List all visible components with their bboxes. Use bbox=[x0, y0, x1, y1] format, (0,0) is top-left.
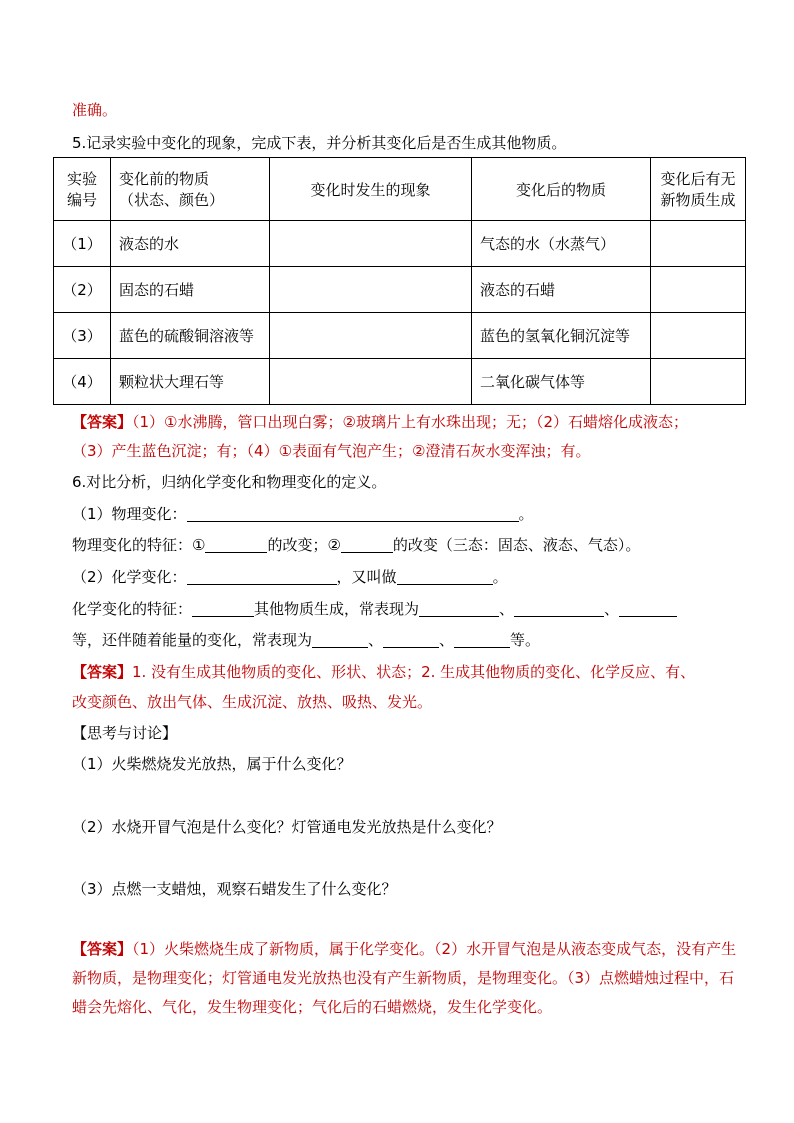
cell-during bbox=[270, 267, 472, 313]
question-5-prompt: 5.记录实验中变化的现象，完成下表，并分析其变化后是否生成其他物质。 bbox=[72, 134, 567, 152]
cell-after: 气态的水（水蒸气） bbox=[472, 221, 651, 267]
answer-blank[interactable] bbox=[383, 632, 439, 648]
cell-no: （2） bbox=[54, 267, 111, 313]
q6-answer-line-1: 【答案】1. 没有生成其他物质的变化、形状、状态；2. 生成其他物质的变化、化学反应、有、 bbox=[72, 663, 696, 681]
answer-blank[interactable] bbox=[205, 537, 267, 553]
table-row bbox=[54, 359, 746, 405]
chemical-change-definition: （2）化学变化： ，又叫做 。 bbox=[72, 568, 508, 586]
cell-before: 液态的水 bbox=[111, 221, 270, 267]
header-experiment-no: 实验 编号 bbox=[54, 158, 111, 221]
cell-new bbox=[651, 221, 746, 267]
cell-during bbox=[270, 313, 472, 359]
cell-new bbox=[651, 267, 746, 313]
answer-blank[interactable] bbox=[312, 632, 368, 648]
discussion-answer: 【答案】（1）火柴燃烧生成了新物质，属于化学变化。（2）水开冒气泡是从液态变成气态，没有产生新物质，是物理变化；灯管通电发光放热也没有产生新物质，是物理变化。（3）点燃蜡烛过程中，石蜡会先熔化、气化，发生物理变化；气化后的石蜡燃烧，发生化学变化。 bbox=[72, 940, 737, 1016]
answer-blank[interactable] bbox=[187, 506, 519, 522]
cell-new bbox=[651, 359, 746, 405]
cell-before: 颗粒状大理石等 bbox=[111, 359, 270, 405]
chemical-change-features: 化学变化的特征： 其他物质生成，常表现为 、 、 bbox=[72, 599, 677, 619]
cell-no: （4） bbox=[54, 359, 111, 405]
table-row bbox=[54, 267, 746, 313]
answer-tag: 【答案】 bbox=[72, 413, 133, 431]
chemical-change-energy: 等，还伴随着能量的变化，常表现为 、 、 等。 bbox=[72, 631, 541, 649]
cell-during bbox=[270, 221, 472, 267]
cell-during bbox=[270, 359, 472, 405]
answer-blank[interactable] bbox=[341, 537, 393, 553]
previous-answer-fragment: 准确。 bbox=[72, 101, 118, 119]
header-before: 变化前的物质 （状态、颜色） bbox=[111, 158, 270, 221]
experiment-table bbox=[53, 157, 746, 405]
table-header-row bbox=[54, 158, 746, 221]
cell-before: 固态的石蜡 bbox=[111, 267, 270, 313]
cell-after: 二氧化碳气体等 bbox=[472, 359, 651, 405]
answer-blank[interactable] bbox=[187, 569, 337, 585]
header-during: 变化时发生的现象 bbox=[270, 158, 472, 221]
table-row bbox=[54, 313, 746, 359]
answer-blank[interactable] bbox=[514, 601, 604, 617]
cell-after: 蓝色的氢氧化铜沉淀等 bbox=[472, 313, 651, 359]
discussion-question-1: （1）火柴燃烧发光放热，属于什么变化？ bbox=[72, 755, 352, 773]
physical-change-features: 物理变化的特征：① 的改变；② 的改变（三态：固态、液态、气态）。 bbox=[72, 536, 641, 554]
cell-new bbox=[651, 313, 746, 359]
physical-change-definition: （1）物理变化： 。 bbox=[72, 505, 534, 523]
header-after: 变化后的物质 bbox=[472, 158, 651, 221]
answer-blank[interactable] bbox=[397, 569, 493, 585]
answer-tag: 【答案】 bbox=[72, 663, 133, 681]
q5-answer-line-2: （3）产生蓝色沉淀；有；（4）①表面有气泡产生；②澄清石灰水变浑浊；有。 bbox=[72, 442, 591, 460]
header-new-substance: 变化后有无 新物质生成 bbox=[651, 158, 746, 221]
discussion-question-2: （2）水烧开冒气泡是什么变化？灯管通电发光放热是什么变化？ bbox=[72, 818, 502, 836]
answer-tag: 【答案】 bbox=[72, 940, 133, 958]
q5-answer-line-1: 【答案】（1）①水沸腾，管口出现白雾；②玻璃片上有水珠出现；无；（2）石蜡熔化成液态； bbox=[72, 413, 689, 431]
discussion-question-3: （3）点燃一支蜡烛，观察石蜡发生了什么变化？ bbox=[72, 880, 397, 898]
answer-blank[interactable] bbox=[619, 601, 677, 617]
question-6-prompt: 6.对比分析，归纳化学变化和物理变化的定义。 bbox=[72, 473, 387, 491]
answer-blank[interactable] bbox=[419, 601, 499, 617]
cell-after: 液态的石蜡 bbox=[472, 267, 651, 313]
q6-answer-line-2: 改变颜色、放出气体、生成沉淀、放热、吸热、发光。 bbox=[72, 693, 433, 711]
cell-before: 蓝色的硫酸铜溶液等 bbox=[111, 313, 270, 359]
answer-blank[interactable] bbox=[192, 601, 254, 617]
table-row bbox=[54, 221, 746, 267]
discussion-heading: 【思考与讨论】 bbox=[72, 724, 178, 742]
cell-no: （3） bbox=[54, 313, 111, 359]
cell-no: （1） bbox=[54, 221, 111, 267]
answer-blank[interactable] bbox=[454, 632, 510, 648]
